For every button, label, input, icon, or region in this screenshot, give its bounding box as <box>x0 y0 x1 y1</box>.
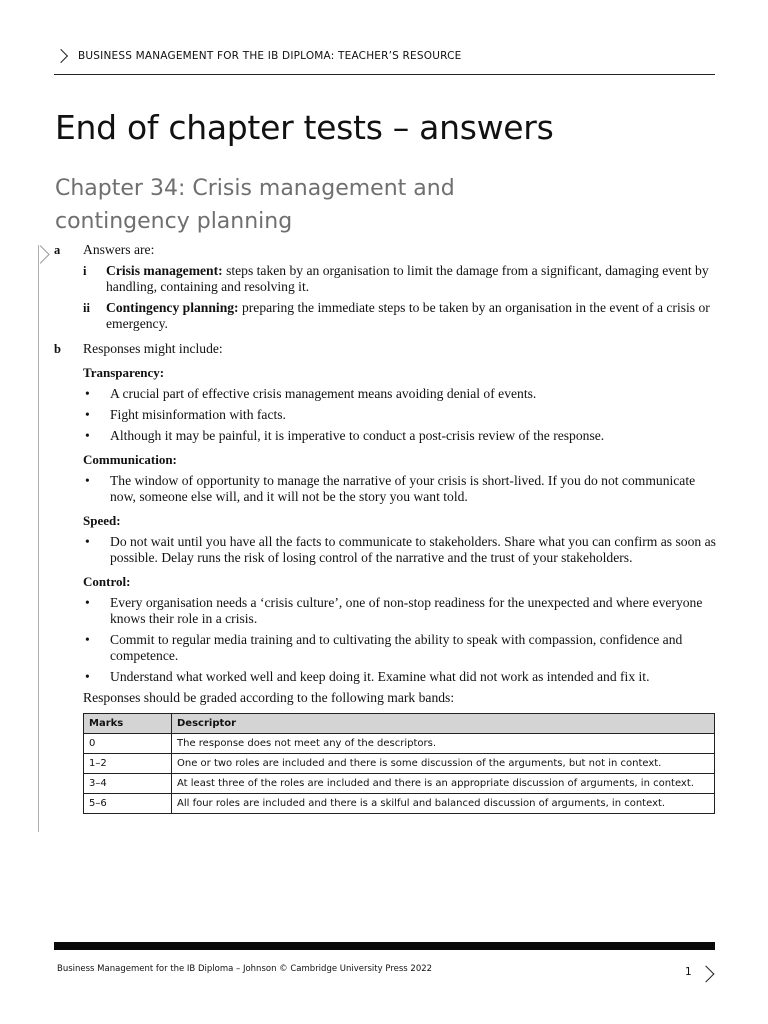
table-row <box>84 754 715 774</box>
item-number: ii <box>83 301 90 315</box>
question-a <box>54 242 716 332</box>
bullet-icon: • <box>85 428 90 443</box>
descriptor-cell: All four roles are included and there is a skilful and balanced discussion of arguments, in context. <box>172 794 715 814</box>
bullet-icon: • <box>85 407 90 422</box>
table-row <box>84 794 715 814</box>
list-item <box>83 428 716 444</box>
marks-cell: 3–4 <box>84 774 172 794</box>
section-heading: Control: <box>83 574 131 589</box>
margin-rule <box>38 245 39 832</box>
bullet-icon: • <box>85 534 90 549</box>
list-item-text: Every organisation needs a ‘crisis culture’, one of non-stop readiness for the unexpected and where everyone knows their role in a crisis. <box>110 595 703 626</box>
column-header-marks: Marks <box>84 714 172 734</box>
item-number: i <box>83 264 87 278</box>
column-header-descriptor: Descriptor <box>172 714 715 734</box>
list-item-text: A crucial part of effective crisis management means avoiding denial of events. <box>110 386 537 401</box>
list-item-text: Do not wait until you have all the facts to communicate to stakeholders. Share what you can confirm as soon as possible. Delay runs the risk of losing control of the narrative and the trust of your stakeholders. <box>110 534 716 565</box>
marks-cell: 1–2 <box>84 754 172 774</box>
running-header <box>54 44 715 75</box>
section-heading: Transparency: <box>83 365 165 380</box>
list-item <box>83 632 716 664</box>
descriptor-cell: The response does not meet any of the descriptors. <box>172 734 715 754</box>
answer-content <box>54 242 716 819</box>
table-header-row <box>84 714 715 734</box>
table-row <box>84 774 715 794</box>
page-title: End of chapter tests – answers <box>55 108 554 147</box>
list-item <box>83 669 716 685</box>
item-text: preparing the immediate steps to be taken by an organisation in the event of a crisis or emergency. <box>106 300 710 331</box>
question-label: a <box>54 243 61 257</box>
descriptor-cell: At least three of the roles are included and there is an appropriate discussion of arguments, in context. <box>172 774 715 794</box>
item-term: Crisis management: <box>106 263 223 278</box>
next-page-chevron-icon[interactable] <box>698 966 715 983</box>
chevron-right-icon <box>31 245 49 263</box>
list-item <box>83 595 716 627</box>
section-heading: Speed: <box>83 513 121 528</box>
question-label: b <box>54 342 61 356</box>
descriptor-cell: One or two roles are included and there is some discussion of the arguments, but not in context. <box>172 754 715 774</box>
list-item <box>83 386 716 402</box>
item-term: Contingency planning: <box>106 300 239 315</box>
answer-item <box>83 263 716 295</box>
question-intro: Answers are: <box>83 242 155 257</box>
section-heading: Communication: <box>83 452 177 467</box>
question-b <box>54 341 716 814</box>
running-title: BUSINESS MANAGEMENT FOR THE IB DIPLOMA: TEACHER’S RESOURCE <box>78 50 462 62</box>
question-intro: Responses might include: <box>83 341 223 356</box>
marks-cell: 5–6 <box>84 794 172 814</box>
list-item <box>83 473 716 505</box>
chevron-right-icon <box>54 49 68 63</box>
list-item-text: Fight misinformation with facts. <box>110 407 286 422</box>
footer-citation: Business Management for the IB Diploma – Johnson © Cambridge University Press 2022 <box>57 964 433 974</box>
bullet-icon: • <box>85 669 90 684</box>
bullet-icon: • <box>85 386 90 401</box>
list-item-text: The window of opportunity to manage the narrative of your crisis is short-lived. If you do not communicate now, someone else will, and it will not be the story you want told. <box>110 473 696 504</box>
bullet-icon: • <box>85 473 90 488</box>
list-item <box>83 407 716 423</box>
mark-bands-table <box>83 713 715 814</box>
list-item-text: Although it may be painful, it is imperative to conduct a post-crisis review of the response. <box>110 428 605 443</box>
list-item-text: Commit to regular media training and to cultivating the ability to speak with compassion, confidence and competence. <box>110 632 683 663</box>
table-row <box>84 734 715 754</box>
list-item <box>83 534 716 566</box>
chapter-title: Chapter 34: Crisis management and contingency planning <box>55 176 455 234</box>
bullet-icon: • <box>85 632 90 647</box>
footer-rule <box>54 942 715 950</box>
bullet-icon: • <box>85 595 90 610</box>
grading-note: Responses should be graded according to the following mark bands: <box>83 690 455 705</box>
item-text: steps taken by an organisation to limit the damage from a significant, damaging event by handling, containing and resolving it. <box>106 263 709 294</box>
marks-cell: 0 <box>84 734 172 754</box>
list-item-text: Understand what worked well and keep doing it. Examine what did not work as intended and fix it. <box>110 669 650 684</box>
answer-item <box>83 300 716 332</box>
page-number: 1 <box>685 966 692 978</box>
